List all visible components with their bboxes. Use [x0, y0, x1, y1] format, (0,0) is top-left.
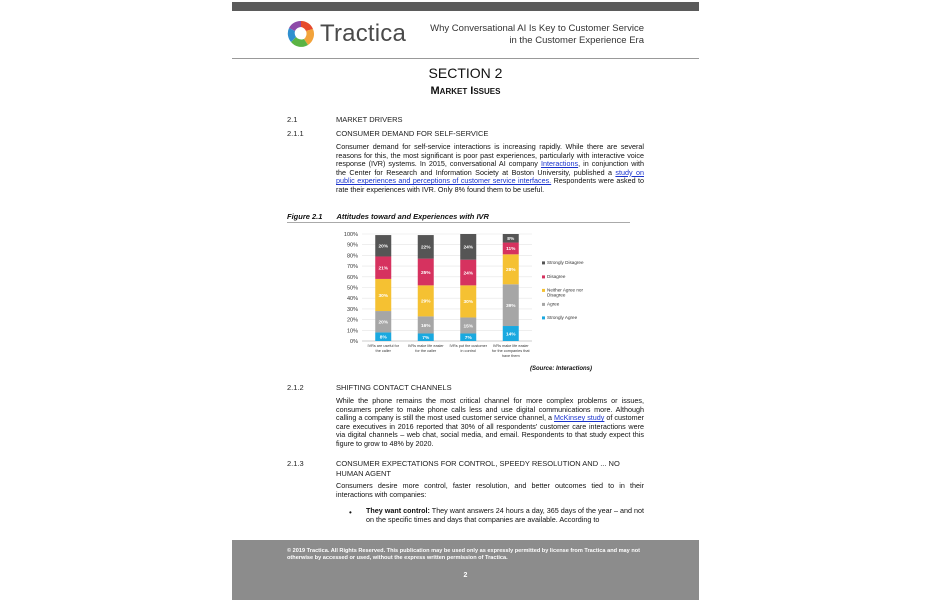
paragraph-consumer-expectations: Consumers desire more control, faster resolution, and better outcomes tied to in their interactions with companies: [336, 481, 644, 499]
bar-data-label: 11% [506, 247, 516, 253]
bar-data-label: 21% [378, 266, 389, 272]
section-title: SECTION 2 [428, 65, 503, 81]
tractica-logo-icon [286, 19, 316, 49]
figure-source: (Source: Interactions) [530, 366, 593, 372]
heading-shifting-channels: SHIFTING CONTACT CHANNELS [336, 383, 452, 392]
section-number-2-1-1: 2.1.1 [287, 129, 304, 138]
x-category-label: IVRs put the customer [449, 344, 488, 348]
header-bar [232, 2, 699, 11]
x-category-label: in control [460, 349, 476, 353]
bar-data-label: 14% [505, 332, 516, 338]
paragraph-text: Consumer demand for self-service interactions is increasing rapidly. While there are several reasons for this, the most significant is poor past experiences, particularly with interactive voice response (IVR) systems. In 2015, conversational AI company [336, 142, 644, 169]
copyright-notice: © 2019 Tractica. All Rights Reserved. This publication may be used only as expressly permitted by license from Tractica and may not otherwise by accessed or used, without the express written permission of Tractica. [287, 548, 641, 562]
x-category-label: the caller [375, 349, 391, 353]
y-tick-label: 20% [346, 317, 358, 324]
paragraph-text: of customer care executives in 2016 reported that 30% of all respondents' customer care interactions were via digital channels – web chat, social media, and email. Respondents to that study expect this figure to grow to 48% by 2020. [336, 413, 644, 448]
legend-label: Disagree [547, 274, 566, 279]
header-divider [232, 58, 699, 59]
heading-consumer-expectations: CONSUMER EXPECTATIONS FOR CONTROL, SPEEDY RESOLUTION AND ... NO HUMAN AGENT [336, 459, 620, 478]
x-category-label: for the caller [415, 349, 437, 353]
legend-swatch [542, 261, 545, 264]
paragraph-text: Respondents were asked to rate their experiences with IVR. Only 8% found them to be useful. [336, 176, 644, 194]
x-category-label: for the companies that [491, 349, 530, 353]
legend-label: Strongly Disagree [547, 260, 584, 265]
bar-data-label: 22% [420, 245, 431, 251]
y-tick-label: 80% [346, 253, 358, 260]
bar-data-label: 28% [505, 268, 516, 274]
page-header [232, 11, 699, 59]
bar-data-label: 16% [420, 323, 431, 329]
bullet-text: They want answers 24 hours a day, 365 days of the year – and not on the specific times and days that companies are available. According to [366, 506, 644, 524]
y-tick-label: 100% [343, 232, 358, 238]
y-tick-label: 50% [346, 285, 358, 292]
x-category-label: have them [501, 354, 520, 358]
heading-consumer-demand: CONSUMER DEMAND FOR SELF-SERVICE [336, 129, 489, 138]
legend-label: Agree [547, 301, 560, 307]
legend-label: Disagree [547, 292, 566, 298]
page-footer [232, 540, 699, 600]
paragraph-consumer-demand [336, 143, 644, 195]
y-tick-label: 10% [346, 328, 358, 335]
legend-swatch [542, 303, 545, 306]
y-tick-label: 90% [346, 242, 358, 249]
bar-data-label: 30% [378, 293, 389, 299]
bar-data-label: 7% [422, 336, 430, 342]
bar-data-label: 20% [378, 320, 389, 326]
y-tick-label: 0% [350, 339, 358, 345]
y-tick-label: 60% [346, 274, 358, 281]
x-category-label: IVRs are useful for [367, 344, 399, 348]
bullet-bold-label: They want control: [366, 506, 430, 515]
y-tick-label: 30% [346, 306, 358, 313]
figure-title: Attitudes toward and Experiences with IVR [336, 212, 489, 221]
legend-swatch [542, 275, 545, 278]
heading-market-drivers: MARKET DRIVERS [336, 115, 403, 124]
figure-caption [287, 212, 489, 221]
document-title-line2: in the Customer Experience Era [509, 35, 644, 46]
logo-text: Tractica [320, 20, 407, 47]
legend-swatch [542, 289, 545, 292]
legend-swatch [542, 316, 545, 319]
bar-data-label: 24% [463, 271, 474, 277]
page-number: 2 [463, 572, 468, 579]
paragraph-shifting-channels [336, 397, 644, 449]
ivr-attitudes-chart [332, 228, 632, 360]
x-category-label: IVRs make life easier [407, 344, 444, 348]
x-category-label: IVRs make life easier [492, 344, 529, 348]
bar-data-label: 25% [420, 270, 431, 276]
bar-data-label: 39% [505, 303, 516, 309]
bar-data-label: 29% [420, 299, 431, 305]
figure-label: Figure 2.1 [287, 212, 323, 221]
section-number-2-1-2: 2.1.2 [287, 383, 304, 392]
bar-data-label: 8% [507, 237, 515, 243]
bar-data-label: 30% [463, 300, 474, 306]
bullet-item-control [366, 507, 644, 524]
bar-data-label: 15% [463, 324, 474, 330]
bullet-marker: • [349, 508, 352, 517]
document-title-line1: Why Conversational AI Is Key to Customer Service [430, 23, 644, 34]
section-number-2-1-3: 2.1.3 [287, 459, 304, 468]
document-page [232, 0, 699, 600]
y-tick-label: 70% [346, 264, 358, 271]
bar-data-label: 8% [379, 335, 387, 341]
document-title [384, 23, 644, 47]
link-interactions[interactable]: Interactions [540, 159, 579, 169]
legend-label: Strongly Agree [547, 315, 578, 320]
bar-data-label: 24% [463, 245, 474, 251]
y-tick-label: 40% [346, 296, 358, 303]
link-mckinsey-study[interactable]: McKinsey study [554, 413, 605, 423]
section-subtitle: Market Issues [430, 85, 501, 97]
bar-data-label: 7% [464, 336, 472, 342]
paragraph-text: , in conjunction with the Center for Research and Information Society at Boston University, published a [336, 159, 644, 177]
bar-data-label: 20% [378, 244, 389, 250]
section-number-2-1: 2.1 [287, 115, 298, 124]
paragraph-text: While the phone remains the most critical channel for more complex problems or issues, consumers prefer to make phone calls less and use digital communications more. Although calling a company is still the most used customer service channel, a [336, 396, 644, 423]
legend-label: Neither Agree nor [547, 287, 584, 293]
figure-divider [287, 222, 630, 223]
link-study[interactable]: study on public experiences and perceptions of customer service interfaces. [336, 167, 644, 186]
